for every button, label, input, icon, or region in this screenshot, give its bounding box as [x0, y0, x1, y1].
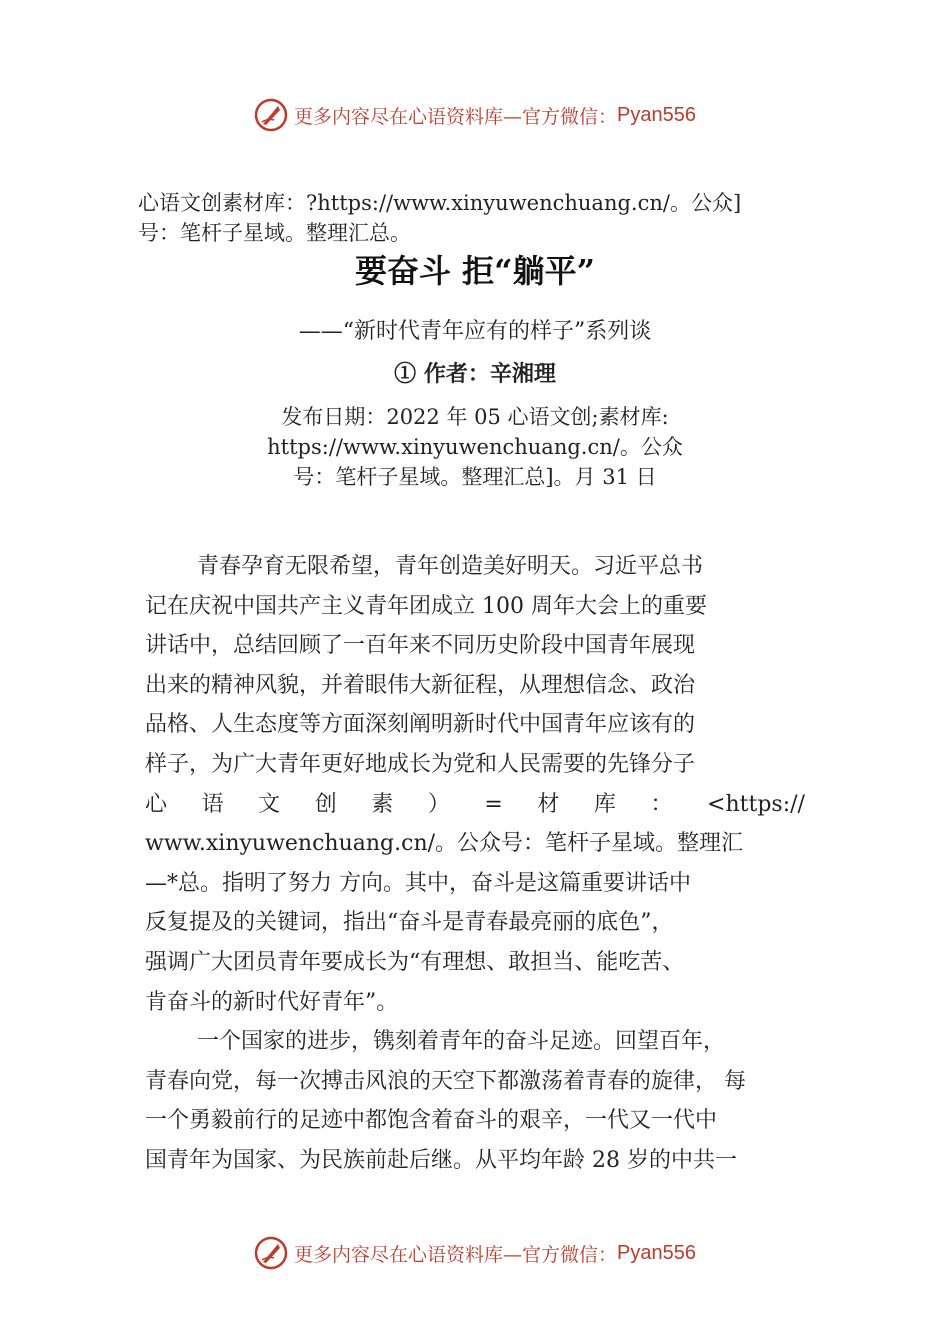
text-line: 一个勇毅前行的足迹中都饱含着奋斗的艰辛，一代又一代中	[145, 1108, 718, 1134]
quill-logo-icon	[254, 1236, 288, 1270]
page-subtitle: ——“新时代青年应有的样子”系列谈	[298, 319, 652, 344]
publish-date-line: https://www.xinyuwenchuang.cn/。公众	[267, 435, 683, 459]
source-note-line-2: 号：笔杆子星域。整理汇总。	[138, 221, 411, 245]
text-line: 记在庆祝中国共产主义青年团成立 100 周年大会上的重要	[145, 593, 707, 619]
spread-token: ）	[427, 791, 450, 817]
banner-wechat-label: 官方微信：	[522, 1243, 618, 1266]
banner-handle: Pyan556	[617, 1241, 696, 1264]
text-line: 出来的精神风貌，并着眼伟大新征程，从理想信念、政治	[145, 672, 696, 698]
text-line: —*总。指明了努力 方向。其中，奋斗是这篇重要讲话中	[145, 870, 691, 896]
quill-logo-icon	[254, 98, 288, 132]
text-line: 肯奋斗的新时代好青年”。	[145, 989, 399, 1015]
spread-token: 库	[593, 791, 616, 817]
page-title: 要奋斗 拒“躺平”	[355, 252, 595, 290]
text-line: 品格、人生态度等方面深刻阐明新时代中国青年应该有的	[145, 712, 696, 738]
spread-token: 语	[201, 791, 224, 817]
source-note-line-1: 心语文创素材库：?https://www.xinyuwenchuang.cn/。公众]	[138, 191, 742, 215]
text-line: 国青年为国家、为民族前赴后继。从平均年龄 28 岁的中共一	[145, 1147, 737, 1173]
banner-wechat-label: 官方微信：	[522, 105, 618, 128]
text-line: 强调广大团员青年要成长为“有理想、敢担当、能吃苦、	[145, 949, 685, 975]
text-line: 讲话中，总结回顾了一百年来不同历史阶段中国青年展现	[145, 633, 696, 659]
spread-token: =	[484, 791, 503, 817]
paragraph-2	[145, 1022, 805, 1180]
spread-token: 创	[314, 791, 337, 817]
text-line: 青春向党，每一次搏击风浪的天空下都激荡着青春的旋律， 每	[145, 1068, 746, 1094]
spread-token: <https://	[707, 791, 805, 817]
spread-token: 心	[145, 791, 168, 817]
publish-date-line: 号：笔杆子星域。整理汇总]。月 31 日	[293, 465, 657, 489]
banner-handle: Pyan556	[617, 103, 696, 126]
author-line: ① 作者：辛湘理	[394, 361, 556, 387]
spread-token: 素	[371, 791, 394, 817]
publish-date-line: 发布日期：2022 年 05 心语文创;素材库:	[281, 405, 669, 429]
paragraph-1	[145, 547, 805, 1022]
spread-token: 材	[537, 791, 560, 817]
publish-date	[0, 402, 950, 492]
text-line: 样子，为广大青年更好地成长为党和人民需要的先锋分子	[145, 751, 696, 777]
spread-token: ：	[650, 791, 673, 817]
banner-text: 更多内容尽在心语资料库—	[294, 1243, 523, 1266]
spread-token: 文	[258, 791, 281, 817]
footer-banner	[0, 1233, 950, 1273]
text-line: 一个国家的进步，镌刻着青年的奋斗足迹。回望百年，	[197, 1029, 726, 1054]
banner-text: 更多内容尽在心语资料库—	[294, 105, 523, 128]
text-line: 青春孕育无限希望，青年创造美好明天。习近平总书	[197, 554, 704, 579]
text-line: www.xinyuwenchuang.cn/。公众号：笔杆子星域。整理汇	[145, 831, 744, 857]
header-banner	[0, 95, 950, 135]
text-line: 反复提及的关键词，指出“奋斗是青春最亮丽的底色”，	[145, 910, 674, 936]
spread-text-line	[145, 785, 805, 825]
